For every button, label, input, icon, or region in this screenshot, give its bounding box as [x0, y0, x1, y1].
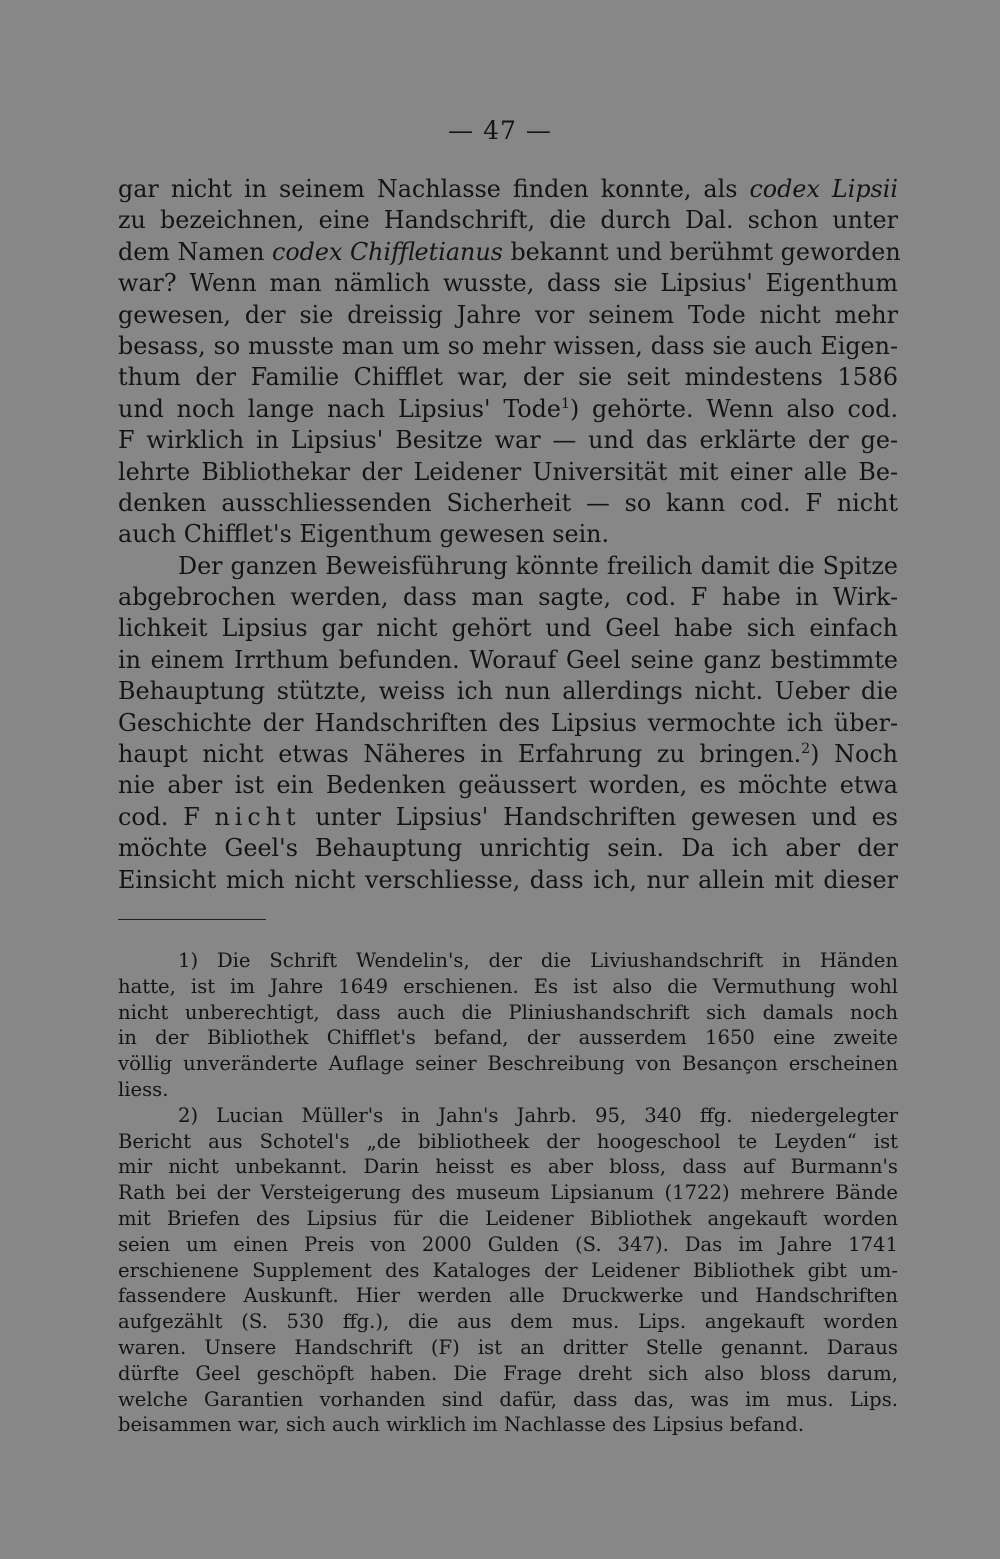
paragraph-2 — [118, 551, 898, 896]
text-line — [118, 174, 898, 205]
footnote-line: mit Briefen des Lipsius für die Leidener Bibliothek angekauft worden — [118, 1206, 898, 1230]
text-span: lehrte Bibliothekar der Leidener Universität mit einer alle Be- — [118, 457, 898, 486]
text-line — [118, 582, 898, 613]
text-line — [118, 331, 898, 362]
text-span: auch Chifflet's Eigenthum gewesen sein. — [118, 520, 610, 549]
footnote-1 — [118, 948, 898, 1103]
text-line — [118, 802, 898, 833]
text-span: Behauptung stützte, weiss ich nun allerdings nicht. Ueber die — [118, 677, 898, 706]
text-span: ) gehörte. Wenn also cod. — [569, 394, 899, 423]
footnote-line: dürfte Geel geschöpft haben. Die Frage dreht sich also bloss darum, — [118, 1361, 898, 1385]
footnote-2 — [118, 1103, 898, 1438]
footnote-line: mir nicht unbekannt. Darin heisst es aber bloss, dass auf Burmann's — [118, 1155, 898, 1179]
text-line — [118, 676, 898, 707]
footnote-line: Bericht aus Schotel's „de bibliotheek der hoogeschool te Leyden“ ist — [118, 1129, 898, 1153]
text-line — [118, 645, 898, 676]
text-line — [118, 739, 898, 770]
text-line — [118, 425, 898, 456]
footnote-marker: 2 — [801, 741, 811, 758]
footnote-line: waren. Unsere Handschrift (F) ist an dritter Stelle genannt. Daraus — [118, 1335, 898, 1359]
text-span: war? Wenn man nämlich wusste, dass sie Lipsius' Eigenthum — [118, 269, 898, 298]
text-span: gewesen, der sie dreissig Jahre vor seinem Tode nicht mehr — [118, 300, 898, 329]
text-line — [118, 362, 898, 393]
text-line — [118, 770, 898, 801]
footnote-line: in der Bibliothek Chifflet's befand, der ausserdem 1650 eine zweite — [118, 1026, 898, 1050]
text-span: möchte Geel's Behauptung unrichtig sein. Da ich aber der — [118, 834, 898, 863]
text-line — [118, 300, 898, 331]
footnote-line: nicht unberechtigt, dass auch die Pliniushandschrift sich damals noch — [118, 1000, 898, 1024]
text-line — [118, 833, 898, 864]
text-span: besass, so musste man um so mehr wissen, dass sie auch Eigen- — [118, 331, 898, 360]
footnote-line: Rath bei der Versteigerung des museum Lipsianum (1722) mehrere Bände — [118, 1181, 898, 1205]
text-line — [118, 519, 898, 550]
text-span: thum der Familie Chifflet war, der sie seit mindestens 1586 — [118, 363, 898, 392]
text-span: denken ausschliessenden Sicherheit — so kann cod. F nicht — [118, 488, 898, 517]
text-line — [118, 394, 898, 425]
text-span: Einsicht mich nicht verschliesse, dass ich, nur allein mit dieser — [118, 865, 898, 894]
text-span: F wirklich in Lipsius' Besitze war — und das erklärte der ge- — [118, 426, 898, 455]
text-span: gar nicht in seinem Nachlasse finden konnte, als — [118, 175, 750, 203]
footnote-marker: 1 — [561, 395, 570, 412]
text-span: in einem Irrthum befunden. Worauf Geel seine ganz bestimmte — [118, 645, 898, 674]
footnote-line: 1) Die Schrift Wendelin's, der die Liviushandschrift in Händen — [178, 949, 898, 972]
text-line — [118, 205, 898, 236]
footnote-line: erschienene Supplement des Kataloges der Leidener Bibliothek gibt um- — [118, 1258, 898, 1282]
footnote-line: liess. — [118, 1077, 169, 1101]
text-line — [118, 613, 898, 644]
text-line — [118, 268, 898, 299]
text-span: abgebrochen werden, dass man sagte, cod. F habe in Wirk- — [118, 583, 898, 612]
paragraph-1 — [118, 174, 901, 551]
footnote-line: fassendere Auskunft. Hier werden alle Druckwerke und Handschriften — [118, 1284, 898, 1308]
footnote-line: beisammen war, sich auch wirklich im Nachlasse des Lipsius befand. — [118, 1413, 805, 1437]
text-line — [118, 708, 898, 739]
spaced-emphasis: nicht — [214, 802, 301, 831]
text-span: ) Noch — [810, 740, 898, 769]
text-span: unter Lipsius' Handschriften gewesen und es — [300, 802, 898, 831]
text-line — [118, 237, 901, 268]
text-span: haupt nicht etwas Näheres in Erfahrung zu bringen. — [118, 740, 802, 769]
text-line — [118, 457, 898, 488]
text-span: Geschichte der Handschriften des Lipsius vermochte ich über- — [118, 708, 898, 737]
text-span: bekannt und berühmt geworden — [502, 237, 901, 266]
footnote-divider — [118, 919, 266, 920]
text-span: und noch lange nach Lipsius' Tode — [118, 394, 562, 423]
footnote-line: 2) Lucian Müller's in Jahn's Jahrb. 95, 340 ffg. niedergelegter — [178, 1103, 898, 1127]
footnote-line: aufgezählt (S. 530 ffg.), die aus dem mus. Lips. angekauft worden — [118, 1310, 898, 1334]
text-span: lichkeit Lipsius gar nicht gehört und Geel habe sich einfach — [118, 614, 898, 643]
italic-text: codex Lipsii — [749, 175, 898, 203]
page-number: — 47 — — [448, 116, 552, 145]
footnote-line: welche Garantien vorhanden sind dafür, dass das, was im mus. Lips. — [118, 1387, 898, 1411]
footnotes — [118, 948, 898, 1438]
text-span: cod. F — [118, 802, 215, 831]
text-line — [118, 488, 898, 519]
text-line — [118, 865, 898, 896]
text-span: nie aber ist ein Bedenken geäussert worden, es möchte etwa — [118, 771, 898, 800]
italic-text: codex Chiffletianus — [272, 237, 503, 266]
footnote-line: hatte, ist im Jahre 1649 erschienen. Es ist also die Vermuthung wohl — [118, 974, 898, 998]
body-text — [118, 174, 901, 896]
footnote-line: seien um einen Preis von 2000 Gulden (S. 347). Das im Jahre 1741 — [118, 1232, 898, 1256]
text-span: Der ganzen Beweisführung könnte freilich damit die Spitze — [178, 551, 898, 580]
text-span: dem Namen — [118, 237, 272, 266]
text-line — [118, 551, 898, 582]
footnote-line: völlig unveränderte Auflage seiner Beschreibung von Besançon erscheinen — [118, 1052, 898, 1076]
text-span: zu bezeichnen, eine Handschrift, die durch Dal. schon unter — [118, 206, 898, 235]
